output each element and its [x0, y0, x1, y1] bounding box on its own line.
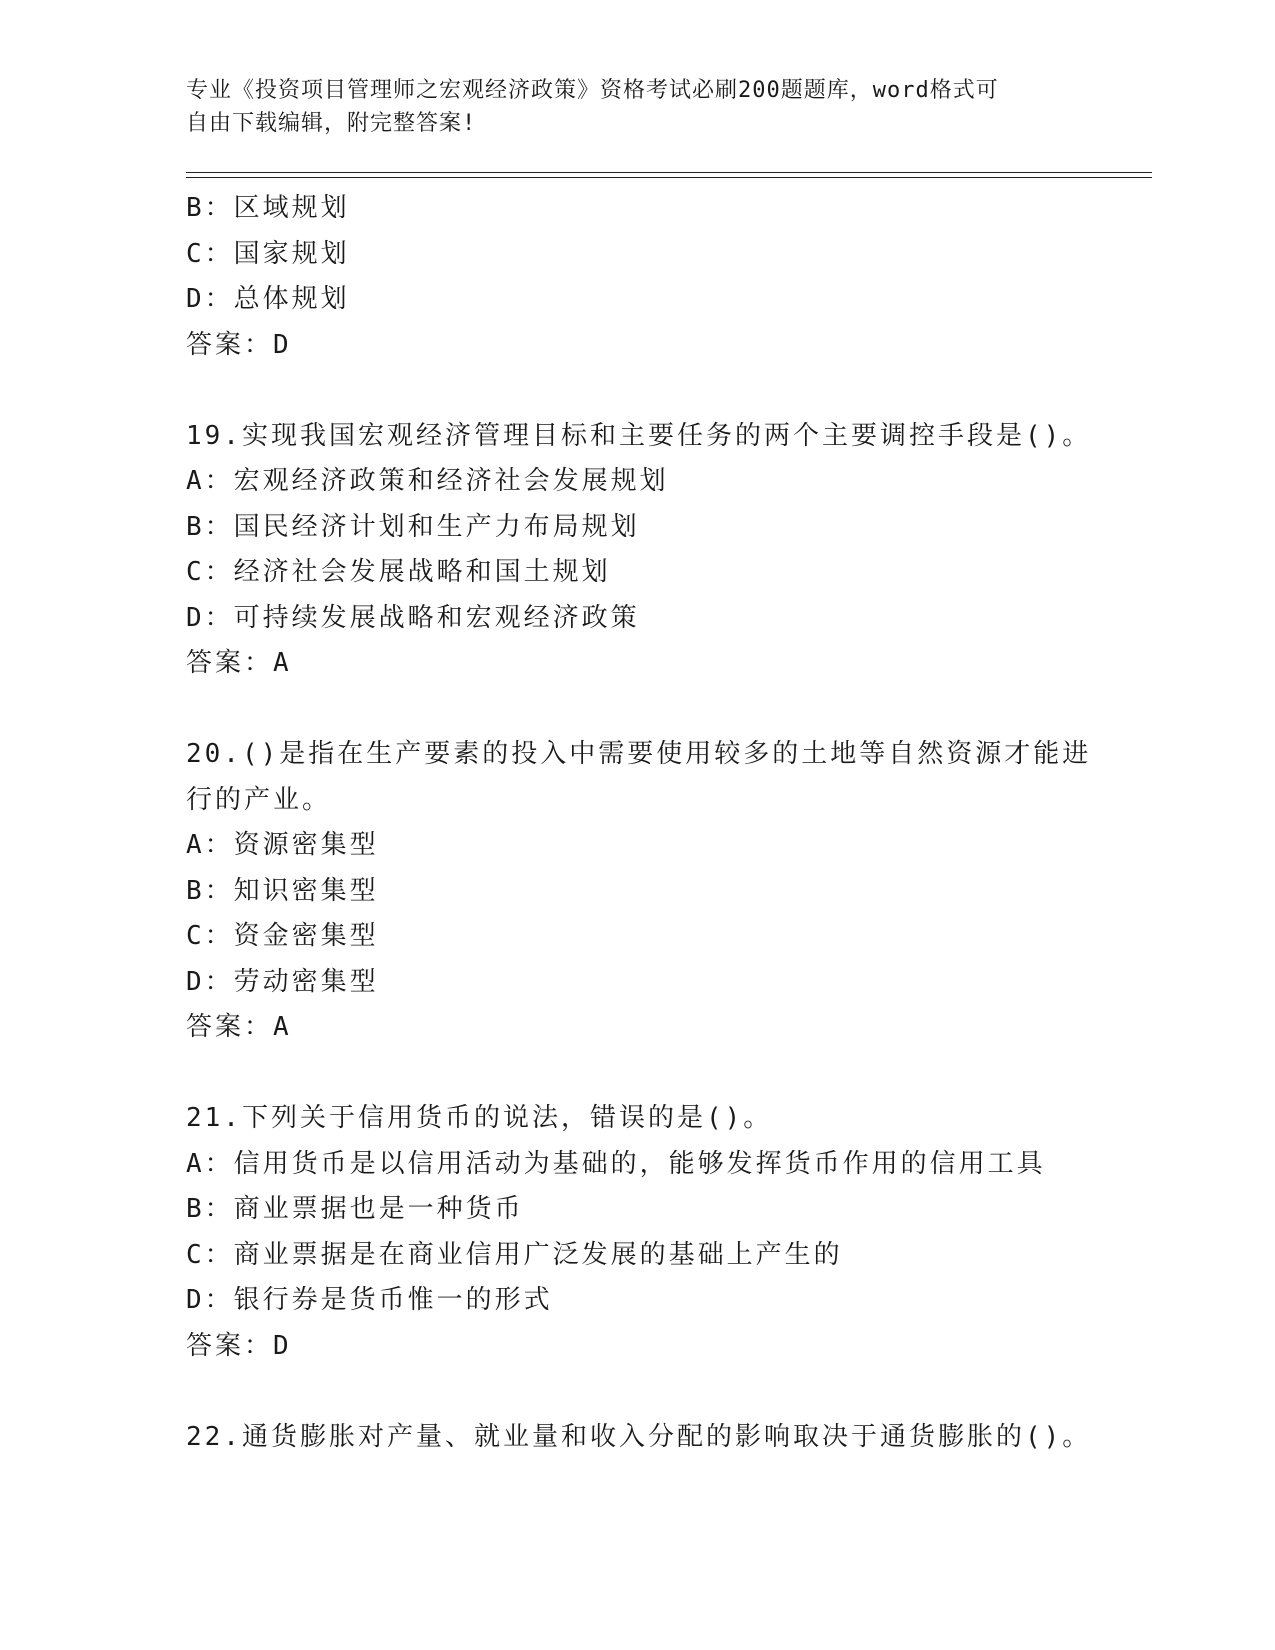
question-21: [186, 1096, 1086, 1369]
option-c: C：资金密集型: [186, 921, 379, 951]
answer-line: 答案：D: [186, 1330, 292, 1361]
answer-line: 答案：A: [186, 1012, 292, 1042]
answer-line: 答案：A: [186, 648, 292, 678]
question-stem: 21.下列关于信用货币的说法，错误的是()。: [186, 1103, 773, 1133]
option-d: D：银行券是货币惟一的形式: [186, 1285, 553, 1315]
option-b: B：知识密集型: [186, 875, 379, 906]
header-line-1: 专业《投资项目管理师之宏观经济政策》资格考试必刷200题题库，word格式可: [186, 78, 999, 103]
question-stem: 20.()是指在生产要素的投入中需要使用较多的土地等自然资源才能进: [186, 739, 1092, 769]
question-stem-continued: 行的产业。: [186, 784, 332, 815]
option-c: C：经济社会发展战略和国土规划: [186, 557, 611, 587]
option-d: D：劳动密集型: [186, 966, 379, 997]
document-header: [186, 74, 1066, 140]
option-a: A：宏观经济政策和经济社会发展规划: [186, 466, 669, 496]
option-a: A：信用货币是以信用活动为基础的，能够发挥货币作用的信用工具: [186, 1148, 1046, 1179]
question-list: [186, 186, 1092, 1460]
option-b: B：区域规划: [186, 193, 350, 223]
question-20: [186, 732, 1092, 1051]
option-b: B：国民经济计划和生产力布局规划: [186, 511, 640, 542]
option-a: A：资源密集型: [186, 830, 379, 860]
option-d: D：总体规划: [186, 284, 350, 314]
option-d: D：可持续发展战略和宏观经济政策: [186, 602, 640, 633]
header-line-2: 自由下载编辑，附完整答案!: [186, 111, 477, 136]
question-stem: 22.通货膨胀对产量、就业量和收入分配的影响取决于通货膨胀的()。: [186, 1421, 1092, 1452]
question-19: [186, 414, 1092, 687]
option-c: C：商业票据是在商业信用广泛发展的基础上产生的: [186, 1239, 843, 1270]
option-b: B：商业票据也是一种货币: [186, 1194, 524, 1224]
header-rule-top: [186, 172, 1152, 173]
question-stem: 19.实现我国宏观经济管理目标和主要任务的两个主要调控手段是()。: [186, 420, 1092, 451]
question-22: [186, 1415, 1092, 1461]
header-rule-bottom: [186, 177, 1152, 178]
option-c: C：国家规划: [186, 238, 350, 269]
answer-line: 答案：D: [186, 329, 292, 360]
question-continued: [186, 186, 1086, 368]
